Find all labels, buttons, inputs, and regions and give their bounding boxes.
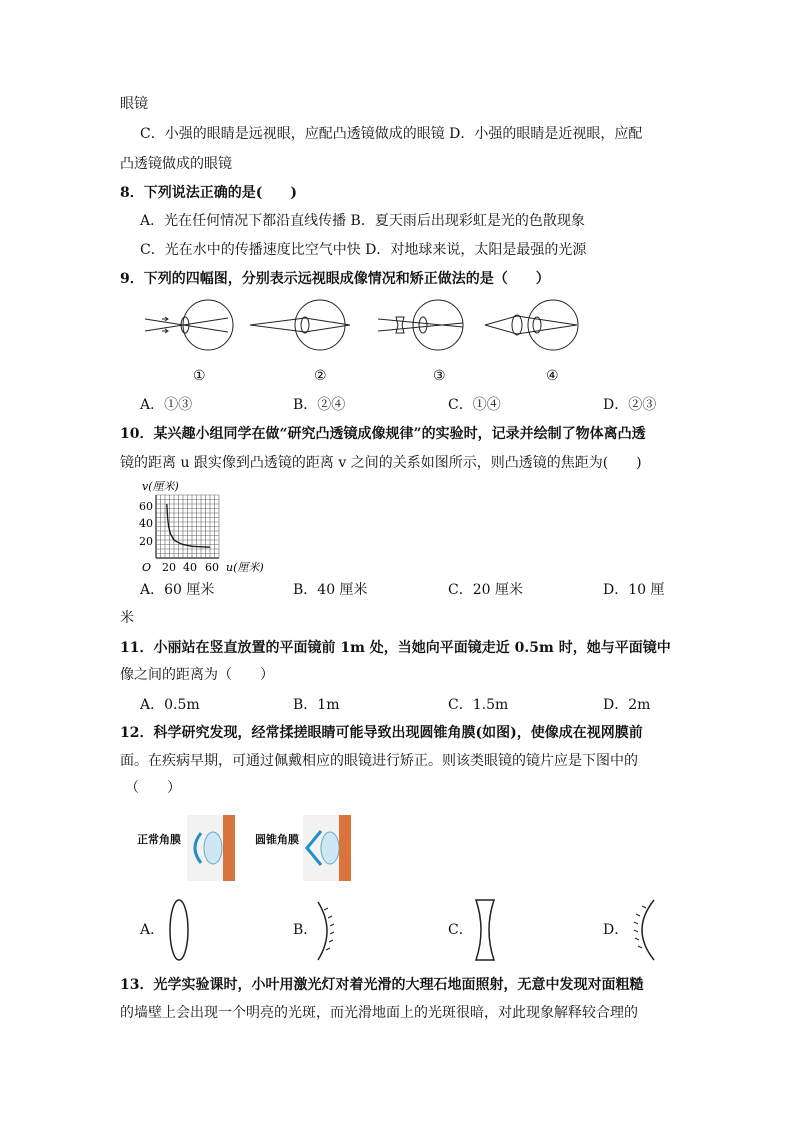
x-tick-label: 20 [162, 561, 176, 574]
figure-label: ④ [546, 368, 559, 384]
option-d: D． [603, 922, 629, 938]
option-c: C．①④ [448, 397, 501, 413]
text-line: C．小强的眼睛是远视眼，应配凸透镜做成的眼镜 D．小强的眼睛是近视眼，应配 [140, 126, 643, 142]
x-tick-label: 40 [183, 561, 197, 574]
question-13-stem: 13．光学实验课时，小叶用激光灯对着光滑的大理石地面照射，无意中发现对面粗糙 [120, 977, 644, 993]
x-axis-label: u(厘米) [226, 561, 264, 574]
question-9-stem: 9．下列的四幅图，分别表示远视眼成像情况和矫正做法的是（ ） [120, 271, 550, 287]
option-c: C．1.5m [448, 697, 509, 713]
uv-curve [167, 504, 210, 547]
text-line: 眼镜 [120, 96, 148, 112]
question-13-stem: 的墙壁上会出现一个明亮的光斑，而光滑地面上的光斑很暗，对此现象解释较合理的 [120, 1005, 638, 1021]
question-12-stem: 面。在疾病早期，可通过佩戴相应的眼镜进行矫正。则该类眼镜的镜片应是下图中的 [120, 753, 638, 769]
option-d: D．10 厘 [603, 582, 665, 598]
y-tick-label: 20 [139, 535, 153, 548]
option-c: C．20 厘米 [448, 582, 523, 598]
figure-label: 圆锥角膜 [255, 833, 299, 846]
option-b: B． [293, 922, 318, 938]
convex-lens [168, 898, 192, 962]
option-a: A．0.5m [140, 697, 200, 713]
option-b: B．②④ [293, 397, 346, 413]
text-line: 凸透镜做成的眼镜 [120, 156, 232, 172]
question-8-stem: 8．下列说法正确的是( ) [120, 185, 297, 201]
question-11-stem: 11．小丽站在竖直放置的平面镜前 1m 处，当她向平面镜走近 0.5m 时，她与平面镜中 [120, 640, 671, 656]
y-tick-label: 40 [139, 517, 153, 530]
figure-label: ① [193, 368, 206, 384]
option-b: B．40 厘米 [293, 582, 368, 598]
x-tick-label: 60 [205, 561, 219, 574]
figure-label: ③ [433, 368, 446, 384]
y-axis-label: v(厘米) [142, 480, 179, 493]
y-tick-label: 60 [139, 500, 153, 513]
concave-lens [472, 898, 498, 962]
question-10-stem: 10．某兴趣小组同学在做“研究凸透镜成像规律”的实验时，记录并绘制了物体离凸透 [120, 426, 646, 442]
question-11-stem: 像之间的距离为（ ） [120, 667, 274, 683]
text-line: 米 [120, 610, 134, 626]
question-12-stem: 12．科学研究发现，经常揉搓眼睛可能导致出现圆锥角膜(如图)，使像成在视网膜前 [120, 725, 643, 741]
option-b: B．1m [293, 697, 340, 713]
question-10-stem: 镜的距离 u 跟实像到凸透镜的距离 v 之间的关系如图所示，则凸透镜的焦距为( ) [120, 455, 642, 471]
question-8-options-row: C．光在水中的传播速度比空气中快 D．对地球来说，太阳是最强的光源 [140, 242, 587, 258]
normal-cornea-illustration [187, 815, 235, 881]
option-a: A．①③ [140, 397, 193, 413]
option-a: A． [140, 922, 165, 938]
figure-label: ② [314, 368, 327, 384]
option-c: C． [448, 922, 473, 938]
question-8-options-row: A．光在任何情况下都沿直线传播 B．夏天雨后出现彩虹是光的色散现象 [140, 213, 585, 229]
question-12-stem: （ ） [125, 780, 181, 796]
option-a: A．60 厘米 [140, 582, 215, 598]
concave-mirror-lens [314, 900, 338, 962]
convex-mirror-lens [628, 898, 658, 962]
figure-label: 正常角膜 [137, 833, 181, 846]
option-d: D．2m [603, 697, 651, 713]
conical-cornea-illustration [303, 815, 351, 881]
option-d: D．②③ [603, 397, 657, 413]
origin-label: O [142, 561, 152, 574]
